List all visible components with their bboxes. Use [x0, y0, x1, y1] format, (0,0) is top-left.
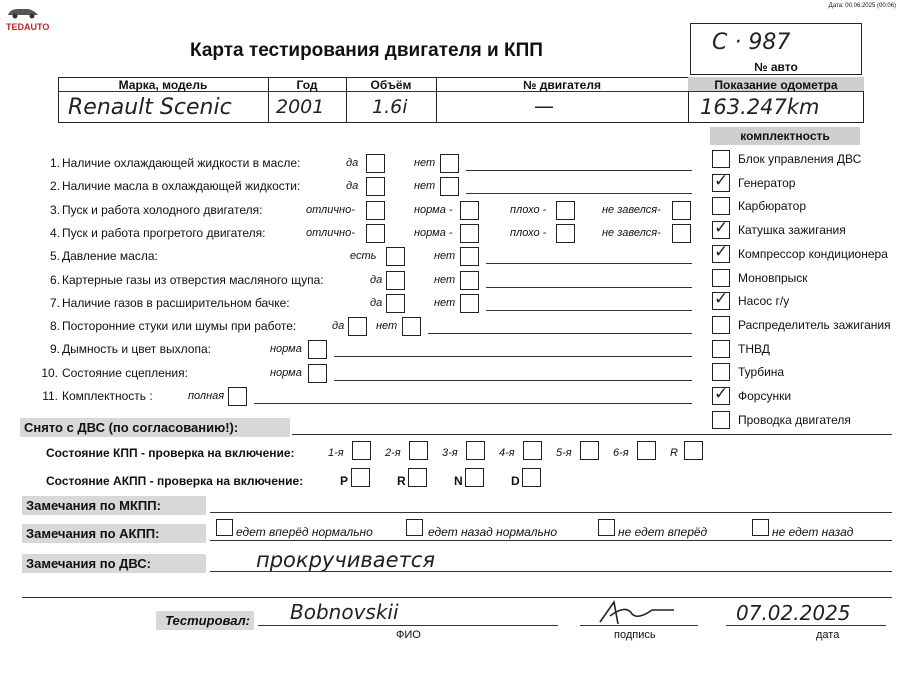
check-label: Пуск и работа прогретого двигателя: — [62, 225, 266, 240]
kpp-gear-label: 2-я — [385, 447, 401, 459]
check-option-label: нет — [434, 250, 456, 263]
check-option-checkbox[interactable] — [672, 201, 691, 220]
akpp-reverse-ok-checkbox[interactable] — [406, 519, 423, 536]
kpp-gear-checkbox[interactable] — [409, 441, 428, 460]
header-brand: Марка, модель — [118, 78, 208, 92]
check-comment-line — [334, 380, 692, 381]
check-comment-line — [334, 356, 692, 357]
kpp-gear-checkbox[interactable] — [352, 441, 371, 460]
check-option-checkbox[interactable] — [460, 201, 479, 220]
check-label: Давление масла: — [62, 249, 158, 264]
equipment-item-label: Катушка зажигания — [738, 223, 846, 238]
kpp-gear-label: 1-я — [328, 447, 344, 459]
equipment-checkbox[interactable] — [712, 197, 730, 215]
check-option-checkbox[interactable] — [556, 201, 575, 220]
remark-akpp-label: Замечания по АКПП: — [22, 524, 206, 543]
equipment-item-label: Генератор — [738, 175, 796, 190]
removed-label: Снято с ДВС (по согласованию!): — [20, 418, 290, 437]
equipment-item-label: Карбюратор — [738, 199, 807, 214]
check-number: 8. — [49, 319, 60, 334]
check-option-label: норма — [270, 343, 302, 356]
check-option-checkbox[interactable] — [460, 224, 479, 243]
check-option-checkbox[interactable] — [386, 271, 405, 290]
check-option-label: нет — [376, 320, 398, 333]
check-option-label: полная — [188, 390, 225, 402]
check-number: 5. — [49, 249, 60, 264]
check-option-checkbox[interactable] — [460, 247, 479, 266]
kpp-gear-checkbox[interactable] — [580, 441, 599, 460]
equipment-item-label: Моновпрыск — [738, 270, 808, 285]
check-number: 11. — [42, 389, 58, 403]
akpp-forward-ok-checkbox[interactable] — [216, 519, 233, 536]
equipment-checkbox[interactable] — [712, 269, 730, 287]
equipment-checkbox[interactable] — [712, 411, 730, 429]
check-label: Состояние сцепления: — [62, 365, 188, 380]
check-option-label: отлично- — [306, 226, 355, 239]
fio-label: ФИО — [396, 629, 421, 641]
check-label: Наличие масла в охлаждающей жидкости: — [62, 179, 301, 194]
header-year: Год — [296, 78, 318, 92]
print-date: Дата: 00.06.2025 (00:06) — [828, 3, 896, 9]
akpp-label-text: Состояние АКПП - проверка на включение: — [46, 474, 304, 488]
kpp-gear-label: 3-я — [442, 447, 458, 459]
check-number: 7. — [49, 295, 60, 310]
check-option-checkbox[interactable] — [440, 154, 459, 173]
value-volume: 1.6i — [372, 96, 408, 118]
equipment-title: комплектность — [740, 129, 830, 143]
check-option-label: да — [346, 157, 359, 169]
akpp-no-forward-label: не едет вперёд — [618, 525, 708, 539]
check-option-checkbox[interactable] — [366, 201, 385, 220]
check-option-label: есть — [350, 250, 377, 263]
check-option-label: не завелся- — [602, 203, 661, 216]
kpp-gear-label: 6-я — [613, 447, 629, 459]
check-option-label: норма — [270, 366, 302, 379]
check-option-label: да — [370, 296, 383, 309]
fio-line — [258, 625, 558, 626]
check-option-checkbox[interactable] — [672, 224, 691, 243]
check-label: Наличие охлаждающей жидкости в масле: — [62, 156, 301, 170]
check-option-label: норма - — [414, 203, 453, 216]
kpp-gear-label: 4-я — [499, 447, 515, 459]
value-brand: Renault Scenic — [68, 95, 232, 120]
kpp-gear-checkbox[interactable] — [466, 441, 485, 460]
akpp-reverse-ok-label: едет назад нормально — [428, 525, 558, 539]
equipment-checkbox[interactable] — [712, 387, 730, 405]
date-label: дата — [816, 629, 840, 641]
check-option-checkbox[interactable] — [366, 154, 385, 173]
akpp-gear-label: N — [454, 474, 463, 488]
check-option-label: норма - — [414, 226, 453, 239]
removed-line — [292, 434, 892, 435]
remark-mkpp-label: Замечания по МКПП: — [22, 496, 206, 515]
check-option-checkbox[interactable] — [386, 247, 405, 266]
equipment-checkbox[interactable] — [712, 245, 730, 263]
check-option-label: отлично- — [306, 203, 355, 216]
equipment-checkbox[interactable] — [712, 363, 730, 381]
kpp-gear-label: 5-я — [556, 447, 572, 459]
remark-dvs-value: прокручивается — [256, 548, 435, 572]
check-option-label: да — [332, 320, 345, 333]
check-number: 3. — [49, 202, 60, 217]
check-option-label: да — [370, 273, 383, 286]
car-logo-icon — [6, 5, 40, 19]
equipment-checkbox[interactable] — [712, 221, 730, 239]
header-engine-no: № двигателя — [523, 78, 601, 92]
header-volume: Объём — [370, 78, 412, 92]
check-number: 9. — [49, 342, 60, 357]
akpp-gear-label: D — [511, 474, 520, 488]
check-number: 1. — [49, 156, 60, 170]
equipment-checkbox[interactable] — [712, 292, 730, 310]
equipment-item-label: Насос г/у — [738, 294, 790, 309]
check-option-label: нет — [414, 157, 436, 169]
kpp-gear-checkbox[interactable] — [523, 441, 542, 460]
akpp-gear-checkbox[interactable] — [408, 468, 427, 487]
kpp-gear-label: R — [670, 447, 678, 459]
value-engine-no: — — [534, 94, 554, 118]
value-odometer: 163.247km — [700, 95, 820, 119]
kpp-label-text: Состояние КПП - проверка на включение: — [46, 446, 295, 460]
header-odometer: Показание одометра — [714, 78, 838, 92]
check-option-checkbox[interactable] — [460, 294, 479, 313]
akpp-gear-checkbox[interactable] — [351, 468, 370, 487]
equipment-checkbox[interactable] — [712, 150, 730, 168]
check-number: 2. — [49, 179, 60, 194]
check-option-checkbox[interactable] — [348, 317, 367, 336]
kpp-gear-checkbox[interactable] — [684, 441, 703, 460]
akpp-no-reverse-label: не едет назад — [772, 525, 854, 539]
page-title: Карта тестирования двигателя и КПП — [190, 40, 543, 61]
signature-label: подпись — [614, 629, 656, 641]
check-option-checkbox[interactable] — [366, 224, 385, 243]
check-number: 6. — [49, 272, 60, 287]
signature-line — [580, 625, 698, 626]
check-label: Пуск и работа холодного двигателя: — [62, 202, 263, 217]
equipment-item-label: Блок управления ДВС — [738, 152, 862, 166]
equipment-checkbox[interactable] — [712, 340, 730, 358]
remark-akpp-line — [210, 540, 892, 541]
check-option-checkbox[interactable] — [402, 317, 421, 336]
akpp-gear-label: R — [397, 474, 406, 488]
remark-extra-line — [22, 597, 892, 598]
date-line — [726, 625, 886, 626]
car-number-label: № авто — [754, 60, 798, 74]
akpp-gear-checkbox[interactable] — [465, 468, 484, 487]
check-comment-line — [428, 333, 692, 334]
check-option-checkbox[interactable] — [556, 224, 575, 243]
logo-text: TEDAUTO — [6, 22, 50, 32]
check-option-label: не завелся- — [602, 226, 661, 239]
check-comment-line — [486, 310, 692, 311]
remark-dvs-line — [210, 571, 892, 572]
check-label: Дымность и цвет выхлопа: — [62, 342, 211, 357]
check-option-label: нет — [414, 180, 436, 193]
check-number: 4. — [49, 225, 60, 240]
check-comment-line — [466, 170, 692, 171]
check-option-checkbox[interactable] — [440, 177, 459, 196]
check-label: Картерные газы из отверстия масляного щупа: — [62, 272, 324, 287]
akpp-gear-checkbox[interactable] — [522, 468, 541, 487]
check-label: Наличие газов в расширительном бачке: — [62, 295, 290, 310]
check-option-checkbox[interactable] — [308, 364, 327, 383]
check-option-checkbox[interactable] — [460, 271, 479, 290]
check-option-checkbox[interactable] — [386, 294, 405, 313]
kpp-gear-checkbox[interactable] — [637, 441, 656, 460]
check-option-checkbox[interactable] — [308, 340, 327, 359]
akpp-no-reverse-checkbox[interactable] — [752, 519, 769, 536]
akpp-label — [46, 474, 303, 488]
check-number: 10. — [41, 365, 58, 380]
tested-label: Тестировал: — [156, 611, 254, 630]
check-option-label: да — [346, 180, 359, 193]
check-option-checkbox[interactable] — [228, 387, 247, 406]
equipment-item-label: Турбина — [738, 365, 785, 380]
equipment-checkbox[interactable] — [712, 316, 730, 334]
car-number-value: С · 987 — [712, 30, 791, 55]
check-option-label: плохо - — [510, 203, 547, 216]
check-label: Посторонние стуки или шумы при работе: — [62, 319, 297, 334]
check-option-label: нет — [434, 296, 456, 309]
check-option-label: нет — [434, 273, 456, 286]
kpp-label — [46, 446, 295, 460]
equipment-item-label: Проводка двигателя — [738, 412, 851, 427]
check-comment-line — [466, 193, 692, 194]
value-year: 2001 — [276, 96, 325, 118]
check-option-label: плохо - — [510, 226, 547, 239]
akpp-gear-label: P — [340, 474, 349, 488]
equipment-item-label: Форсунки — [738, 389, 792, 403]
check-comment-line — [486, 263, 692, 264]
remark-mkpp-line — [210, 512, 892, 513]
akpp-no-forward-checkbox[interactable] — [598, 519, 615, 536]
equipment-item-label: Распределитель зажигания — [738, 317, 891, 332]
check-comment-line — [254, 403, 692, 404]
check-label: Комплектность : — [62, 389, 153, 403]
equipment-item-label: Компрессор кондиционера — [738, 246, 888, 261]
check-option-checkbox[interactable] — [366, 177, 385, 196]
equipment-item-label: ТНВД — [738, 341, 770, 356]
equipment-checkbox[interactable] — [712, 174, 730, 192]
remark-dvs-label: Замечания по ДВС: — [22, 554, 206, 573]
tester-name: Bobnovskii — [290, 600, 399, 624]
check-comment-line — [486, 287, 692, 288]
date-value: 07.02.2025 — [736, 601, 851, 625]
logo — [6, 5, 49, 32]
akpp-forward-ok-label: едет вперёд нормально — [236, 525, 373, 539]
